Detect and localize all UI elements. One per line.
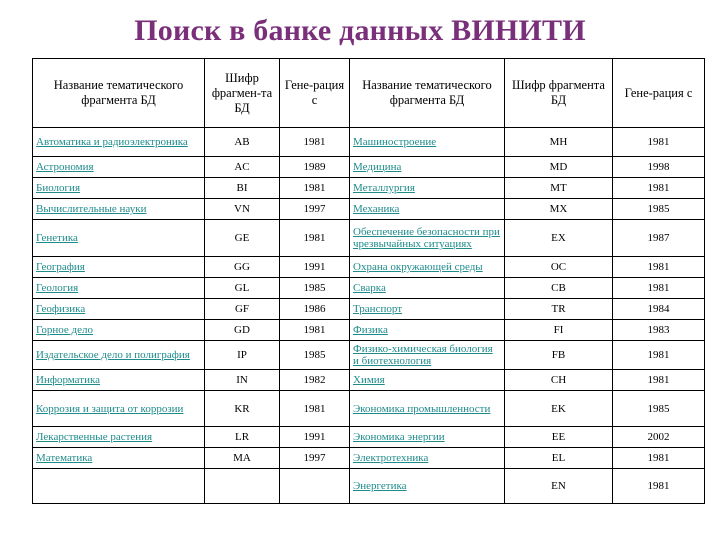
fragment-name-cell	[33, 178, 205, 199]
table-row	[33, 469, 705, 504]
fragment-name-2-link[interactable]: Обеспечение безопасности при чрезвычайных ситуациях	[353, 226, 500, 250]
fragment-name-link[interactable]: Автоматика и радиоэлектроника	[36, 136, 188, 148]
fragment-name-2-link[interactable]: Охрана окружающей среды	[353, 261, 483, 273]
fragment-name-link[interactable]: Издательское дело и полиграфия	[36, 349, 190, 361]
fragment-name-2-cell	[350, 278, 505, 299]
generation-year-2-cell: 1981	[613, 278, 705, 299]
fragment-name-link[interactable]: Лекарственные растения	[36, 431, 153, 443]
fragment-name-2-link[interactable]: Физико-химическая биология и биотехнология	[353, 343, 493, 367]
fragment-code-cell: LR	[205, 427, 280, 448]
fragment-code-2-cell: OC	[505, 257, 613, 278]
fragment-code-2-cell: CB	[505, 278, 613, 299]
fragment-name-link[interactable]: Вычислительные науки	[36, 203, 147, 215]
fragment-name-2-link[interactable]: Металлургия	[353, 182, 415, 194]
table-row	[33, 370, 705, 391]
fragment-name-2-cell	[350, 370, 505, 391]
fragment-name-2-cell	[350, 128, 505, 157]
table-row	[33, 299, 705, 320]
fragment-name-link[interactable]: Информатика	[36, 374, 101, 386]
fragment-name-2-link[interactable]: Химия	[353, 374, 385, 386]
fragment-code-cell: IN	[205, 370, 280, 391]
fragment-name-2-link[interactable]: Медицина	[353, 161, 402, 173]
generation-year-2-cell: 1981	[613, 448, 705, 469]
fragment-name-2-cell	[350, 341, 505, 370]
generation-year-cell: 1981	[280, 320, 350, 341]
fragment-name-cell	[33, 128, 205, 157]
generation-year-cell: 1981	[280, 220, 350, 257]
generation-year-2-cell: 1981	[613, 370, 705, 391]
generation-year-2-cell: 1981	[613, 469, 705, 504]
databank-table	[32, 58, 705, 504]
fragment-code-2-cell: MX	[505, 199, 613, 220]
fragment-code-2-cell: TR	[505, 299, 613, 320]
fragment-name-2-cell	[350, 469, 505, 504]
fragment-code-cell: BI	[205, 178, 280, 199]
table-row	[33, 220, 705, 257]
header-generation-year-2: Гене-рация с	[613, 59, 705, 128]
fragment-name-link[interactable]: Геофизика	[36, 303, 86, 315]
page-title: Поиск в банке данных ВИНИТИ	[134, 14, 586, 47]
generation-year-cell: 1985	[280, 278, 350, 299]
fragment-name-cell	[33, 427, 205, 448]
fragment-code-2-cell: EK	[505, 391, 613, 427]
header-fragment-name-2: Название тематического фрагмента БД	[350, 59, 505, 128]
fragment-name-cell	[33, 448, 205, 469]
generation-year-cell: 1981	[280, 391, 350, 427]
fragment-code-2-cell: MD	[505, 157, 613, 178]
fragment-name-2-cell	[350, 448, 505, 469]
generation-year-2-cell: 1983	[613, 320, 705, 341]
table-row	[33, 341, 705, 370]
fragment-code-2-cell: EN	[505, 469, 613, 504]
generation-year-cell: 1991	[280, 257, 350, 278]
table-row	[33, 448, 705, 469]
fragment-code-cell: VN	[205, 199, 280, 220]
fragment-name-2-link[interactable]: Транспорт	[353, 303, 403, 315]
fragment-name-2-cell	[350, 199, 505, 220]
fragment-name-link[interactable]: Астрономия	[36, 161, 94, 173]
generation-year-cell: 1997	[280, 199, 350, 220]
fragment-code-2-cell: MT	[505, 178, 613, 199]
fragment-name-cell	[33, 157, 205, 178]
fragment-name-2-link[interactable]: Экономика промышленности	[353, 402, 491, 415]
header-fragment-name: Название тематического фрагмента БД	[33, 59, 205, 128]
generation-year-cell: 1981	[280, 128, 350, 157]
fragment-name-2-cell	[350, 299, 505, 320]
fragment-code-cell: GE	[205, 220, 280, 257]
fragment-name-link[interactable]: Горное дело	[36, 324, 94, 336]
table-row	[33, 320, 705, 341]
table-row	[33, 128, 705, 157]
fragment-code-cell: GG	[205, 257, 280, 278]
fragment-name-link[interactable]: Генетика	[36, 232, 78, 244]
fragment-name-cell	[33, 257, 205, 278]
generation-year-2-cell: 1981	[613, 257, 705, 278]
fragment-code-cell: IP	[205, 341, 280, 370]
generation-year-2-cell: 1981	[613, 178, 705, 199]
generation-year-cell: 1985	[280, 341, 350, 370]
fragment-name-2-link[interactable]: Механика	[353, 203, 400, 215]
header-row	[33, 59, 705, 128]
fragment-name-cell	[33, 391, 205, 427]
fragment-name-link[interactable]: Коррозия и защита от коррозии	[36, 402, 184, 415]
fragment-name-2-cell	[350, 320, 505, 341]
fragment-name-2-cell	[350, 391, 505, 427]
fragment-name-2-cell	[350, 427, 505, 448]
fragment-code-cell: KR	[205, 391, 280, 427]
fragment-code-2-cell: CH	[505, 370, 613, 391]
table-row	[33, 157, 705, 178]
generation-year-cell: 1989	[280, 157, 350, 178]
header-fragment-code: Шифр фрагмен-та БД	[205, 59, 280, 128]
fragment-code-2-cell: MH	[505, 128, 613, 157]
fragment-name-2-link[interactable]: Электротехника	[353, 452, 429, 464]
generation-year-2-cell: 1987	[613, 220, 705, 257]
fragment-code-cell	[205, 469, 280, 504]
fragment-code-2-cell: EE	[505, 427, 613, 448]
table-row	[33, 427, 705, 448]
fragment-name-2-link[interactable]: Энергетика	[353, 480, 407, 492]
fragment-name-link[interactable]: Математика	[36, 452, 93, 464]
generation-year-cell: 1997	[280, 448, 350, 469]
generation-year-2-cell: 1981	[613, 341, 705, 370]
fragment-name-link[interactable]: География	[36, 261, 85, 273]
fragment-name-2-link[interactable]: Физика	[353, 324, 388, 336]
generation-year-2-cell: 1998	[613, 157, 705, 178]
fragment-code-cell: GF	[205, 299, 280, 320]
table-row	[33, 278, 705, 299]
fragment-code-cell: AB	[205, 128, 280, 157]
table-row	[33, 391, 705, 427]
fragment-code-cell: AC	[205, 157, 280, 178]
generation-year-cell: 1981	[280, 178, 350, 199]
fragment-name-2-link[interactable]: Машиностроение	[353, 136, 437, 148]
fragment-name-2-link[interactable]: Экономика энергии	[353, 431, 445, 443]
fragment-name-cell	[33, 370, 205, 391]
generation-year-2-cell: 2002	[613, 427, 705, 448]
generation-year-2-cell: 1985	[613, 391, 705, 427]
fragment-name-2-cell	[350, 178, 505, 199]
table-row	[33, 199, 705, 220]
generation-year-2-cell: 1981	[613, 128, 705, 157]
fragment-name-2-cell	[350, 220, 505, 257]
table-row	[33, 257, 705, 278]
fragment-code-cell: GL	[205, 278, 280, 299]
header-generation-year: Гене-рация с	[280, 59, 350, 128]
fragment-name-cell	[33, 341, 205, 370]
fragment-name-link[interactable]: Биология	[36, 182, 81, 194]
fragment-name-cell	[33, 220, 205, 257]
fragment-code-2-cell: EL	[505, 448, 613, 469]
fragment-name-cell	[33, 469, 205, 504]
fragment-name-2-cell	[350, 257, 505, 278]
generation-year-cell: 1991	[280, 427, 350, 448]
generation-year-cell	[280, 469, 350, 504]
fragment-name-cell	[33, 278, 205, 299]
generation-year-2-cell: 1984	[613, 299, 705, 320]
fragment-code-2-cell: EX	[505, 220, 613, 257]
fragment-name-cell	[33, 320, 205, 341]
generation-year-cell: 1982	[280, 370, 350, 391]
fragment-name-link[interactable]: Геология	[36, 282, 79, 294]
fragment-code-cell: GD	[205, 320, 280, 341]
fragment-name-2-cell	[350, 157, 505, 178]
fragment-name-2-link[interactable]: Сварка	[353, 282, 386, 294]
fragment-code-2-cell: FB	[505, 341, 613, 370]
fragment-name-cell	[33, 199, 205, 220]
generation-year-2-cell: 1985	[613, 199, 705, 220]
fragment-code-2-cell: FI	[505, 320, 613, 341]
fragment-name-cell	[33, 299, 205, 320]
table-row	[33, 178, 705, 199]
header-fragment-code-2: Шифр фрагмента БД	[505, 59, 613, 128]
generation-year-cell: 1986	[280, 299, 350, 320]
fragment-code-cell: MA	[205, 448, 280, 469]
